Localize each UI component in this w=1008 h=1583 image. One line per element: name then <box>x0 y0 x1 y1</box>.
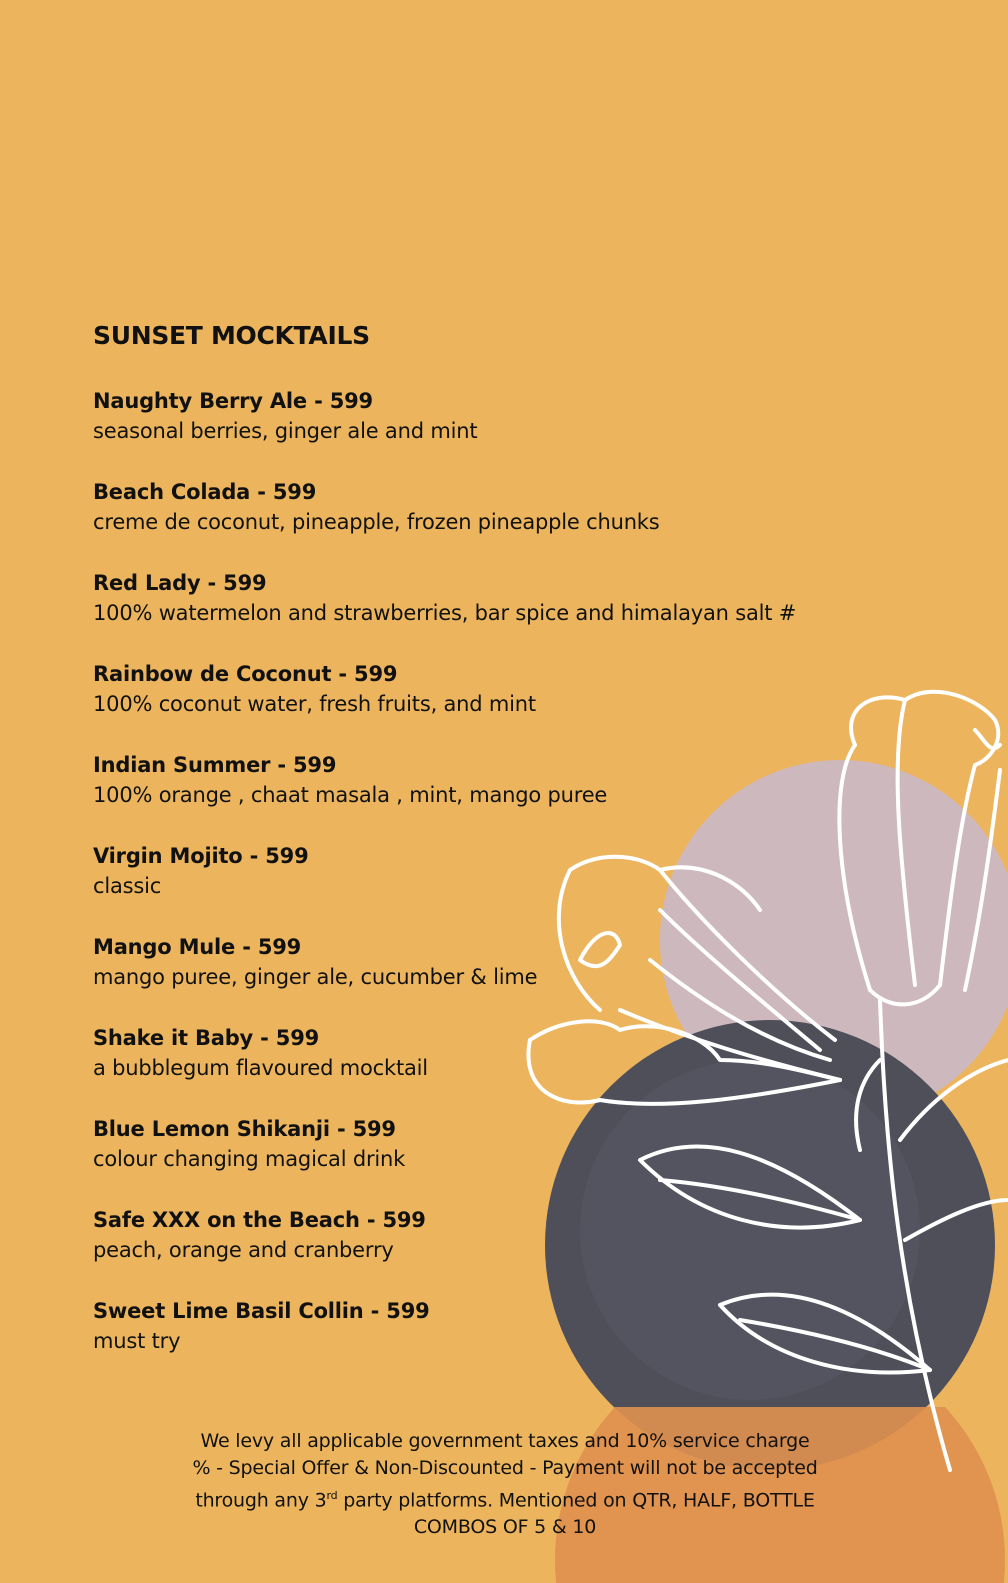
menu-item-name: Sweet Lime Basil Collin - 599 <box>93 1299 430 1323</box>
menu-item-description: colour changing magical drink <box>93 1147 406 1171</box>
footer-line-platforms-end: party platforms. Mentioned on QTR, HALF, BOTTLE <box>337 1489 815 1512</box>
footer-note <box>160 1428 850 1541</box>
menu-item-description: peach, orange and cranberry <box>93 1238 394 1262</box>
menu-item <box>93 659 813 750</box>
menu-section <box>93 320 813 1387</box>
menu-item <box>93 1114 813 1205</box>
menu-item-name: Indian Summer - 599 <box>93 753 337 777</box>
menu-item-description: a bubblegum flavoured mocktail <box>93 1056 428 1080</box>
menu-item <box>93 568 813 659</box>
menu-item <box>93 386 813 477</box>
menu-item <box>93 750 813 841</box>
menu-item-name: Virgin Mojito - 599 <box>93 844 309 868</box>
menu-item <box>93 477 813 568</box>
menu-item-name: Beach Colada - 599 <box>93 480 317 504</box>
menu-item-name: Mango Mule - 599 <box>93 935 302 959</box>
menu-item-name: Naughty Berry Ale - 599 <box>93 389 373 413</box>
menu-item-name: Safe XXX on the Beach - 599 <box>93 1208 426 1232</box>
menu-item-description: 100% coconut water, fresh fruits, and mint <box>93 692 536 716</box>
menu-item-description: creme de coconut, pineapple, frozen pineapple chunks <box>93 510 660 534</box>
footer-line-platforms <box>160 1482 850 1514</box>
menu-item <box>93 1205 813 1296</box>
menu-item-description: 100% orange , chaat masala , mint, mango puree <box>93 783 608 807</box>
menu-item-name: Blue Lemon Shikanji - 599 <box>93 1117 396 1141</box>
menu-item <box>93 932 813 1023</box>
footer-line-platforms-start: through any 3 <box>195 1489 327 1512</box>
ordinal-suffix: rd <box>326 1489 338 1502</box>
menu-item-name: Rainbow de Coconut - 599 <box>93 662 398 686</box>
menu-item <box>93 1296 813 1387</box>
footer-line-combos: COMBOS OF 5 & 10 <box>413 1516 597 1539</box>
menu-item-description: classic <box>93 874 162 898</box>
menu-item-name: Red Lady - 599 <box>93 571 267 595</box>
menu-item <box>93 841 813 932</box>
menu-item-name: Shake it Baby - 599 <box>93 1026 320 1050</box>
menu-item-description: must try <box>93 1329 181 1353</box>
menu-item-description: 100% watermelon and strawberries, bar spice and himalayan salt # <box>93 601 797 625</box>
footer-line-special-offer: % - Special Offer & Non-Discounted - Payment will not be accepted <box>192 1457 818 1479</box>
footer-line-taxes: We levy all applicable government taxes and 10% service charge <box>200 1430 810 1452</box>
menu-item-description: mango puree, ginger ale, cucumber & lime <box>93 965 538 989</box>
menu-item-description: seasonal berries, ginger ale and mint <box>93 419 478 443</box>
section-title: SUNSET MOCKTAILS <box>93 321 370 350</box>
menu-item <box>93 1023 813 1114</box>
